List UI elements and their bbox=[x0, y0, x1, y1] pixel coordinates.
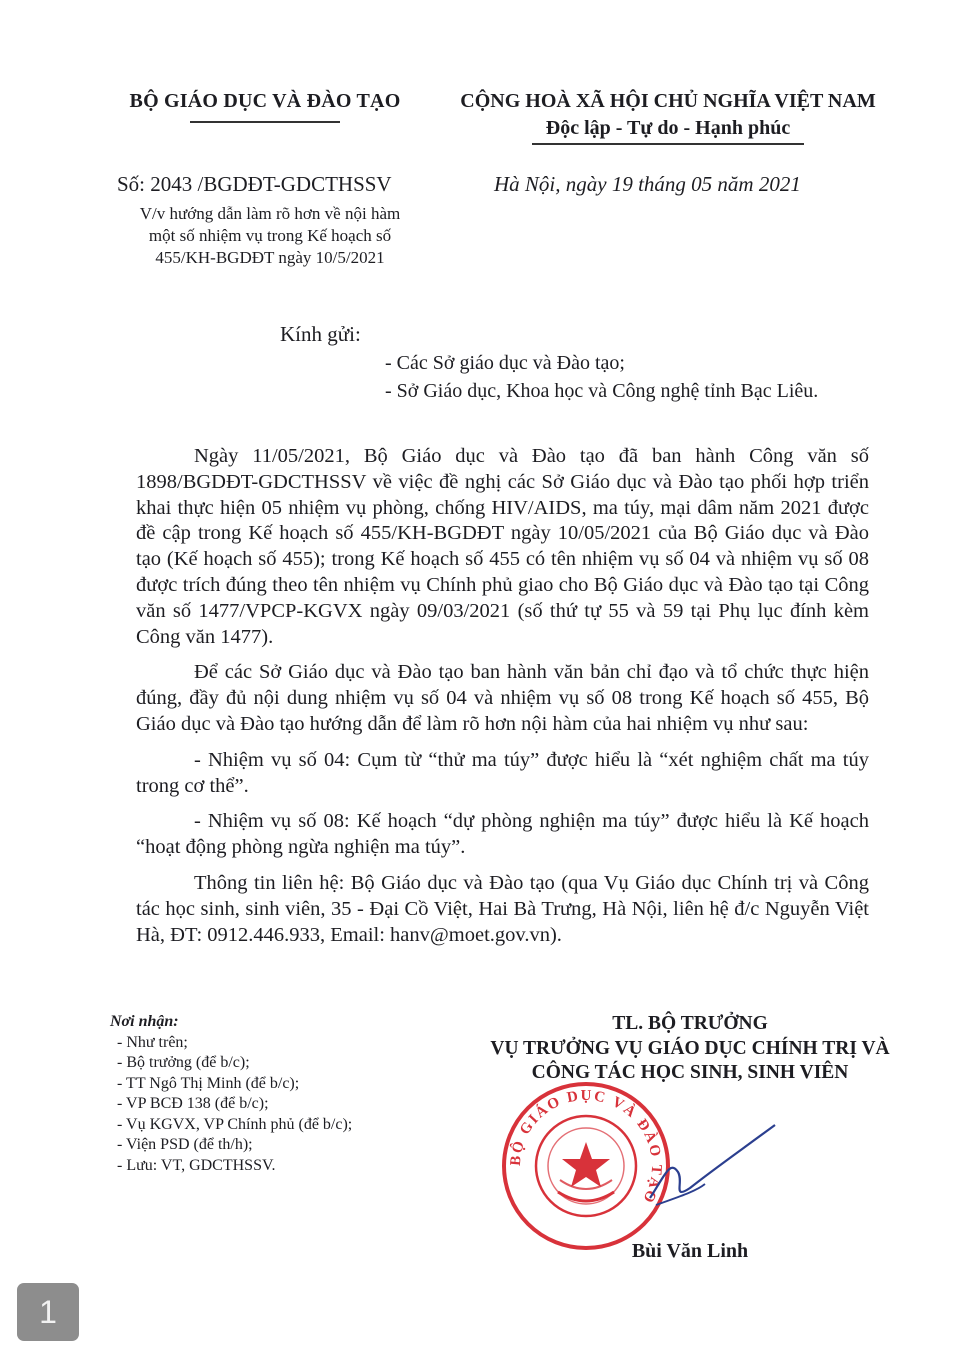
distribution-item: - Vụ KGVX, VP Chính phủ (để b/c); bbox=[117, 1115, 353, 1133]
distribution-title: Nơi nhận: bbox=[110, 1013, 179, 1030]
distribution-item: - Lưu: VT, GDCTHSSV. bbox=[117, 1156, 276, 1174]
subject-line: một số nhiệm vụ trong Kế hoạch số bbox=[148, 226, 392, 245]
ministry-name: BỘ GIÁO DỤC VÀ ĐÀO TẠO bbox=[129, 90, 401, 112]
national-header bbox=[438, 90, 898, 145]
distribution-item: - Bộ trưởng (để b/c); bbox=[117, 1054, 250, 1071]
body-paragraph: Ngày 11/05/2021, Bộ Giáo dục và Đào tạo đã ban hành Công văn số 1898/BGDĐT-GDCTHSSV về việc đề nghị các Sở Giáo dục và Đào tạo phối hợp triển khai thực hiện 05 nhiệm vụ phòng, chống HIV/AIDS, ma túy, mại dâm năm 2021 được đề cập trong Kế hoạch số 455/KH-BGDĐT ngày 10/05/2021 của Bộ Giáo dục và Đào tạo (Kế hoạch số 455); trong Kế hoạch số 455 có tên nhiệm vụ số 04 và nhiệm vụ số 08 được trích đúng theo tên nhiệm vụ Chính phủ giao cho Bộ Giáo dục và Đào tạo tại Công văn số 1477/VPCP-KGVX ngày 09/03/2021 (số thứ tự 55 và 59 tại Phụ lục đính kèm Công văn 1477). bbox=[136, 445, 869, 648]
body-paragraph: Để các Sở Giáo dục và Đào tạo ban hành văn bản chỉ đạo và tổ chức thực hiện đúng, đầy đủ nội dung nhiệm vụ số 04 và nhiệm vụ số 08 trong Kế hoạch số 455, Bộ Giáo dục và Đào tạo hướng dẫn để làm rõ hơn nội hàm của hai nhiệm vụ như sau: bbox=[136, 661, 869, 735]
distribution-item: - TT Ngô Thị Minh (để b/c); bbox=[117, 1074, 300, 1092]
signature-block bbox=[460, 1012, 920, 1086]
greeting: Kính gửi: bbox=[280, 322, 361, 346]
page-number-badge[interactable]: 1 bbox=[17, 1283, 79, 1341]
official-stamp bbox=[500, 1080, 820, 1255]
distribution-item: - Viện PSD (để th/h); bbox=[117, 1136, 253, 1153]
ministry-underline bbox=[190, 121, 340, 123]
country-name: CỘNG HOÀ XÃ HỘI CHỦ NGHĨA VIỆT NAM bbox=[460, 90, 876, 112]
document-date: Hà Nội, ngày 19 tháng 05 năm 2021 bbox=[494, 172, 801, 196]
body-paragraph: - Nhiệm vụ số 04: Cụm từ “thử ma túy” được hiểu là “xét nghiệm chất ma túy trong cơ thể”. bbox=[136, 748, 869, 797]
subject-line: V/v hướng dẫn làm rõ hơn về nội hàm bbox=[139, 204, 401, 223]
stamp-text: BỘ GIÁO DỤC VÀ ĐÀO TẠO bbox=[507, 1087, 665, 1207]
distribution-item: - VP BCĐ 138 (để b/c); bbox=[117, 1095, 269, 1112]
signature-title: TL. BỘ TRƯỞNG bbox=[612, 1013, 768, 1034]
body-paragraph: Thông tin liên hệ: Bộ Giáo dục và Đào tạo (qua Vụ Giáo dục Chính trị và Công tác học sinh, sinh viên, 35 - Đại Cồ Việt, Hai Bà Trưng, Hà Nội, liên hệ đ/c Nguyễn Việt Hà, ĐT: 0912.446.933, Email: hanv@moet.gov.vn). bbox=[136, 871, 869, 946]
distribution-list bbox=[110, 1012, 352, 1176]
motto-underline bbox=[532, 143, 804, 145]
signature-position: CÔNG TÁC HỌC SINH, SINH VIÊN bbox=[531, 1062, 849, 1083]
document-subject bbox=[100, 203, 440, 269]
national-motto: Độc lập - Tự do - Hạnh phúc bbox=[545, 117, 791, 139]
signature-position: VỤ TRƯỞNG VỤ GIÁO DỤC CHÍNH TRỊ VÀ bbox=[490, 1037, 890, 1059]
distribution-item: - Như trên; bbox=[117, 1033, 188, 1051]
letter-body bbox=[136, 444, 869, 958]
recipient-item: - Sở Giáo dục, Khoa học và Công nghệ tỉnh Bạc Liêu. bbox=[385, 380, 819, 402]
recipient-item: - Các Sở giáo dục và Đào tạo; bbox=[385, 352, 625, 374]
signer-name: Bùi Văn Linh bbox=[631, 1240, 749, 1262]
subject-line: 455/KH-BGDĐT ngày 10/5/2021 bbox=[155, 248, 385, 267]
star-icon bbox=[562, 1142, 610, 1187]
body-paragraph: - Nhiệm vụ số 08: Kế hoạch “dự phòng nghiện ma túy” được hiểu là Kế hoạch “hoạt động phòng ngừa nghiện ma túy”. bbox=[136, 810, 869, 859]
document-number: Số: 2043 /BGDĐT-GDCTHSSV bbox=[117, 172, 392, 196]
issuing-ministry bbox=[100, 90, 430, 123]
recipients-list bbox=[385, 349, 818, 405]
